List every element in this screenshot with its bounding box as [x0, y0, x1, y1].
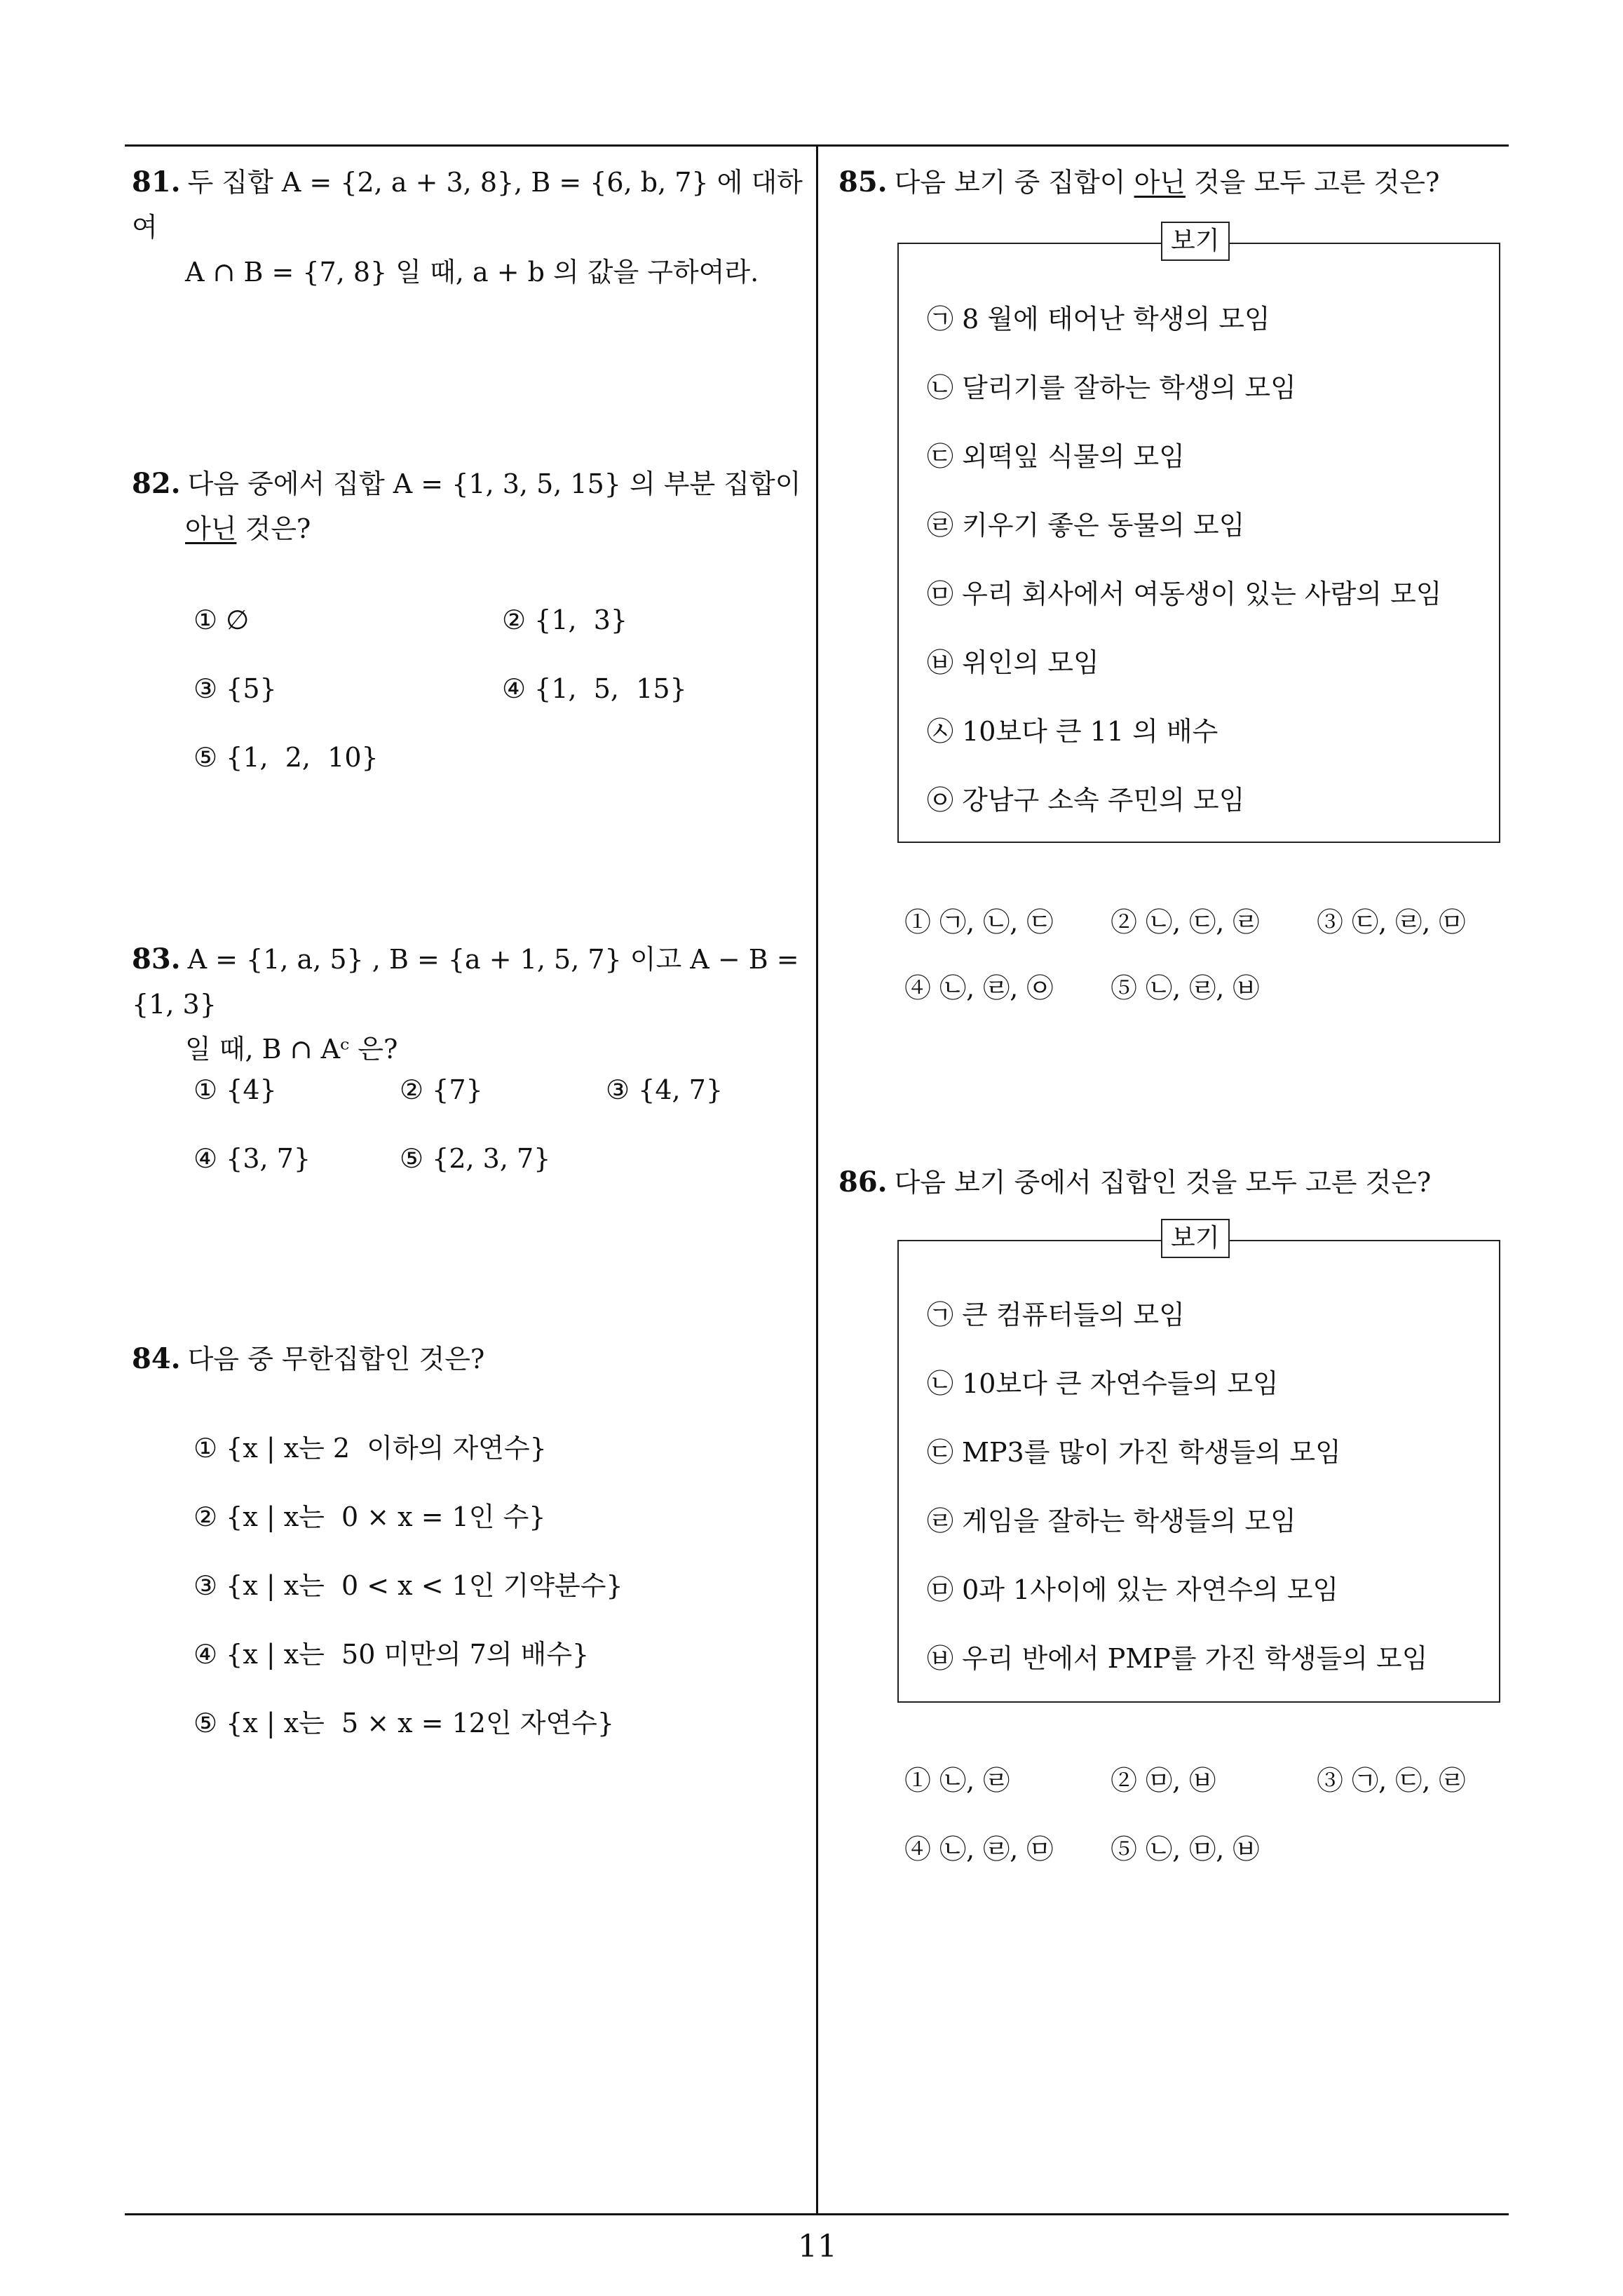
option-3[interactable]: ③ ㉠, ㉢, ㉣	[1317, 1765, 1466, 1796]
question-text-line2: A ∩ B = {7, 8} 일 때, a + b 의 값을 구하여라.	[185, 257, 759, 288]
option-1[interactable]: ① ∅	[193, 605, 250, 635]
option-2[interactable]: ② ㉤, ㉥	[1111, 1765, 1216, 1796]
question-number: 85.	[838, 166, 888, 198]
option-4[interactable]: ④ {1, 5, 15}	[502, 673, 687, 704]
option-2[interactable]: ② {7}	[400, 1074, 483, 1105]
underlined-word: 아닌	[185, 513, 237, 544]
question-text: A = {1, a, 5} , B = {a + 1, 5, 7} 이고 A − B = {1, 3}	[132, 944, 799, 1020]
option-4[interactable]: ④ ㉡, ㉣, ㉤	[904, 1834, 1054, 1865]
option-5[interactable]: ⑤ {2, 3, 7}	[400, 1143, 551, 1174]
bogi-item: ㉣ 키우기 좋은 동물의 모임	[927, 510, 1245, 541]
question-text: 다음 중에서 집합 A = {1, 3, 5, 15} 의 부분 집합이	[187, 468, 801, 499]
bogi-item: ㉧ 강남구 소속 주민의 모임	[927, 785, 1245, 816]
option-1[interactable]: ① {4}	[193, 1074, 277, 1105]
bogi-item: ㉤ 우리 회사에서 여동생이 있는 사람의 모임	[927, 579, 1442, 609]
bogi-item: ㉥ 우리 반에서 PMP를 가진 학생들의 모임	[927, 1643, 1428, 1674]
question-text: 다음 보기 중 집합이	[894, 167, 1134, 198]
question-text-rest: 것을 모두 고른 것은?	[1186, 167, 1440, 198]
question-text-line2: 일 때, B ∩ Aᶜ 은?	[185, 1034, 398, 1065]
option-2[interactable]: ② ㉡, ㉢, ㉣	[1111, 907, 1260, 938]
option-1[interactable]: ① {x | x는 2 이하의 자연수}	[193, 1433, 547, 1464]
bogi-item: ㉥ 위인의 모임	[927, 647, 1099, 678]
page-number: 11	[798, 2229, 837, 2264]
option-4[interactable]: ④ {x | x는 50 미만의 7의 배수}	[193, 1639, 590, 1670]
option-3[interactable]: ③ {4, 7}	[606, 1074, 724, 1105]
question-number: 82.	[132, 467, 181, 500]
question-number: 83.	[132, 943, 181, 975]
option-4[interactable]: ④ ㉡, ㉣, ㉧	[904, 973, 1054, 1004]
bogi-item: ㉠ 큰 컴퓨터들의 모임	[927, 1299, 1185, 1330]
bogi-item: ㉦ 10보다 큰 11 의 배수	[927, 716, 1218, 747]
question-number: 86.	[838, 1166, 888, 1198]
option-4[interactable]: ④ {3, 7}	[193, 1143, 311, 1174]
bogi-item: ㉤ 0과 1사이에 있는 자연수의 모임	[927, 1574, 1339, 1605]
bogi-item: ㉣ 게임을 잘하는 학생들의 모임	[927, 1506, 1296, 1537]
option-3[interactable]: ③ ㉢, ㉣, ㉤	[1317, 907, 1466, 938]
question-83	[132, 937, 805, 1072]
bottom-rule	[125, 2213, 1509, 2215]
bogi-item: ㉡ 10보다 큰 자연수들의 모임	[927, 1368, 1279, 1399]
option-3[interactable]: ③ {x | x는 0 < x < 1인 기약분수}	[193, 1570, 623, 1601]
question-86	[838, 1160, 1498, 1205]
option-2[interactable]: ② {1, 3}	[502, 605, 628, 635]
bogi-item: ㉢ MP3를 많이 가진 학생들의 모임	[927, 1437, 1341, 1468]
option-5[interactable]: ⑤ ㉡, ㉤, ㉥	[1111, 1834, 1260, 1865]
option-3[interactable]: ③ {5}	[193, 673, 277, 704]
question-82	[132, 461, 805, 551]
option-1[interactable]: ① ㉡, ㉣	[904, 1765, 1010, 1796]
option-1[interactable]: ① ㉠, ㉡, ㉢	[904, 907, 1054, 938]
underlined-word: 아닌	[1134, 167, 1186, 198]
bogi-item: ㉠ 8 월에 태어난 학생의 모임	[927, 304, 1270, 335]
question-text-rest: 것은?	[236, 513, 311, 544]
question-text: 다음 중 무한집합인 것은?	[187, 1344, 485, 1375]
question-number: 81.	[132, 166, 181, 198]
question-81	[132, 160, 805, 295]
question-85	[838, 160, 1498, 205]
question-84	[132, 1337, 805, 1382]
bogi-item: ㉡ 달리기를 잘하는 학생의 모임	[927, 372, 1296, 403]
bogi-label: 보기	[1161, 222, 1230, 261]
question-text: 다음 보기 중에서 집합인 것을 모두 고른 것은?	[894, 1167, 1432, 1198]
option-2[interactable]: ② {x | x는 0 × x = 1인 수}	[193, 1501, 546, 1532]
option-5[interactable]: ⑤ {1, 2, 10}	[193, 742, 379, 773]
question-text: 두 집합 A = {2, a + 3, 8}, B = {6, b, 7} 에 대하여	[132, 167, 803, 243]
bogi-item: ㉢ 외떡잎 식물의 모임	[927, 441, 1185, 472]
option-5[interactable]: ⑤ ㉡, ㉣, ㉥	[1111, 973, 1260, 1004]
bogi-label: 보기	[1161, 1219, 1230, 1258]
column-divider	[816, 144, 818, 2215]
question-number: 84.	[132, 1342, 181, 1375]
option-5[interactable]: ⑤ {x | x는 5 × x = 12인 자연수}	[193, 1708, 615, 1738]
